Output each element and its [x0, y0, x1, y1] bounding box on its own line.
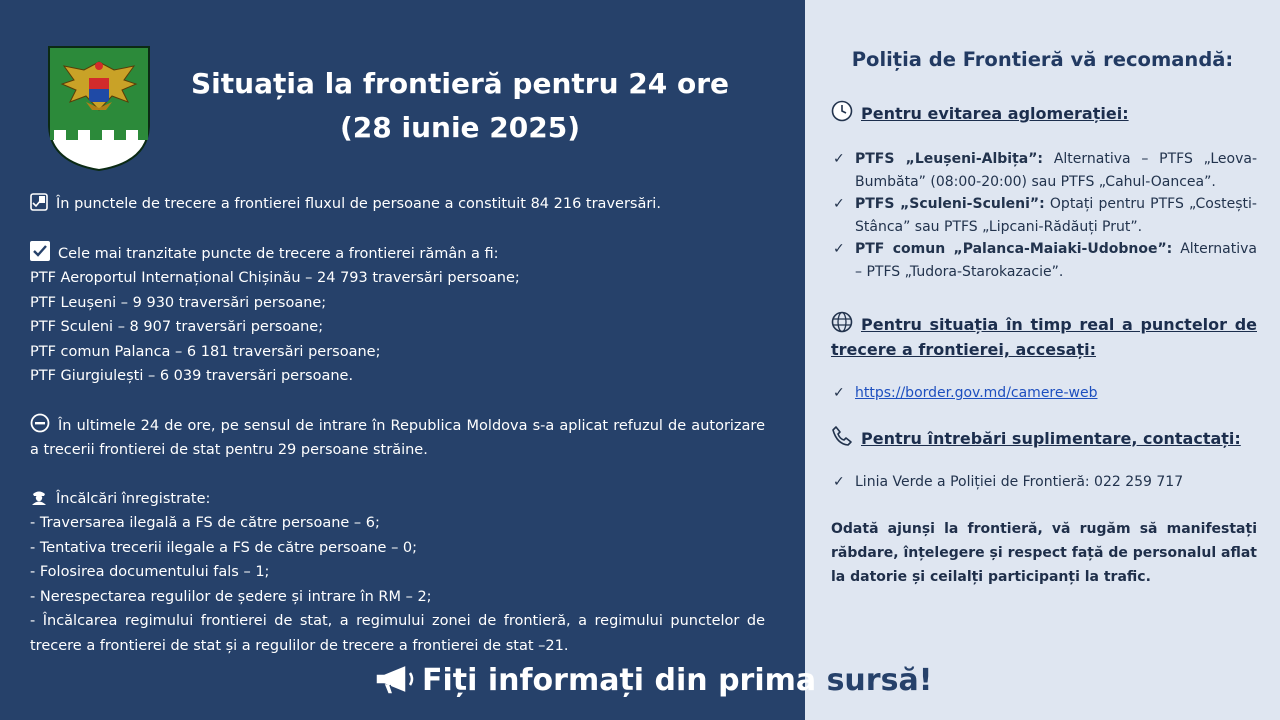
- passport-check-icon: [30, 193, 48, 211]
- flux-text: În punctele de trecere a frontierei fluxul de persoane a constituit 84 216 traversări.: [56, 196, 661, 212]
- report-body: [30, 192, 765, 658]
- police-officer-icon: [30, 488, 48, 506]
- tranzit-row: PTF Leușeni – 9 930 traversări persoane;: [30, 294, 327, 311]
- check-icon: ✓: [833, 241, 845, 257]
- recommendation-item: [831, 193, 1257, 238]
- incalcare-row: - Traversarea ilegală a FS de către persoane – 6;: [30, 515, 380, 531]
- aglomeratie-heading-text: Pentru evitarea aglomerației:: [861, 104, 1129, 123]
- aglomeratie-heading: [831, 100, 1257, 126]
- recommendation-item: [831, 238, 1257, 283]
- footer-slogan: [372, 656, 932, 706]
- flux-paragraph: [30, 192, 765, 217]
- title-line-2: (28 iunie 2025): [339, 111, 581, 144]
- tranzit-intro-text: Cele mai tranzitate puncte de trecere a frontierei rămân a fi:: [58, 245, 499, 262]
- recommendation-text: Optați pentru PTFS „Costești-Stânca” sau PTFS „Lipcani-Rădăuți Prut”.: [855, 196, 1257, 235]
- incalcare-row: - Folosirea documentului fals – 1;: [30, 564, 270, 580]
- recommendation-crossing: PTF comun „Palanca-Maiaki-Udobnoe”:: [855, 241, 1173, 257]
- check-icon: ✓: [833, 385, 845, 401]
- recommendation-crossing: PTFS „Sculeni-Sculeni”:: [855, 196, 1045, 212]
- contact-item: [831, 471, 1257, 494]
- slogan-part-dark: sursă!: [826, 663, 933, 698]
- check-icon: ✓: [833, 151, 845, 167]
- recommendation-item: [831, 148, 1257, 193]
- globe-icon: [831, 311, 853, 333]
- tranzit-row: PTF Giurgiulești – 6 039 traversări persoane.: [30, 368, 354, 384]
- title-line-1: Situația la frontieră pentru 24 ore: [190, 67, 729, 100]
- megaphone-icon: [372, 662, 416, 696]
- recommendation-crossing: PTFS „Leușeni-Albița”:: [855, 151, 1044, 167]
- page-title: [160, 62, 760, 150]
- timp-real-heading-text: Pentru situația în timp real a punctelor de trecere a frontierei, accesați:: [831, 315, 1257, 359]
- incalcari-intro-text: Încălcări înregistrate:: [56, 490, 211, 507]
- check-icon: ✓: [833, 196, 845, 212]
- checkbox-check-icon: [30, 241, 50, 261]
- recommendations-body: [831, 100, 1257, 589]
- refuz-text: În ultimele 24 de ore, pe sensul de intrare în Republica Moldova s-a aplicat refuzul de autorizare a trecerii frontierei de stat pentru 29 persoane străine.: [30, 417, 765, 458]
- incalcare-row: - Încălcarea regimului frontierei de stat, a regimului zonei de frontieră, a regimului punctelor de trecere a frontierei de stat și a regulilor de trecere a frontierei de stat –21.: [30, 613, 765, 654]
- check-icon: ✓: [833, 473, 845, 490]
- timp-real-heading: [831, 311, 1257, 362]
- incalcare-row: - Nerespectarea regulilor de ședere și intrare în RM – 2;: [30, 588, 432, 605]
- link-item: [831, 382, 1257, 405]
- tranzit-row: PTF comun Palanca – 6 181 traversări persoane;: [30, 343, 381, 360]
- contact-heading-text: Pentru întrebări suplimentare, contactați:: [861, 428, 1241, 448]
- slogan-part-light: Fiți informați din prima: [422, 663, 827, 698]
- green-line-text: Linia Verde a Poliției de Frontieră: 022 259 717: [855, 473, 1184, 490]
- recommendation-text: Alternativa – PTFS „Tudora-Starokazacie”.: [855, 241, 1257, 280]
- camere-web-link[interactable]: https://border.gov.md/camere-web: [855, 385, 1098, 401]
- incalcare-row: - Tentativa trecerii ilegale a FS de către persoane – 0;: [30, 539, 418, 556]
- coat-of-arms-logo: [46, 44, 152, 172]
- phone-icon: [831, 425, 853, 447]
- tranzit-row: PTF Aeroportul Internațional Chișinău – 24 793 traversări persoane;: [30, 270, 520, 286]
- no-entry-icon: [30, 413, 50, 433]
- tranzit-intro: [30, 241, 765, 267]
- recommendation-text: Alternativa – PTFS „Leova-Bumbăta” (08:00-20:00) sau PTFS „Cahul-Oancea”.: [855, 151, 1257, 190]
- clock-icon: [831, 100, 853, 122]
- recommendations-title: Poliția de Frontieră vă recomandă:: [851, 48, 1234, 71]
- refuz-paragraph: [30, 413, 765, 463]
- tranzit-row: PTF Sculeni – 8 907 traversări persoane;: [30, 319, 324, 335]
- final-message: Odată ajunși la frontieră, vă rugăm să manifestați răbdare, înțelegere și respect față de personalul aflat la datorie și ceilalți participanți la trafic.: [831, 521, 1257, 585]
- incalcari-intro: [30, 487, 765, 512]
- contact-heading: [831, 425, 1257, 451]
